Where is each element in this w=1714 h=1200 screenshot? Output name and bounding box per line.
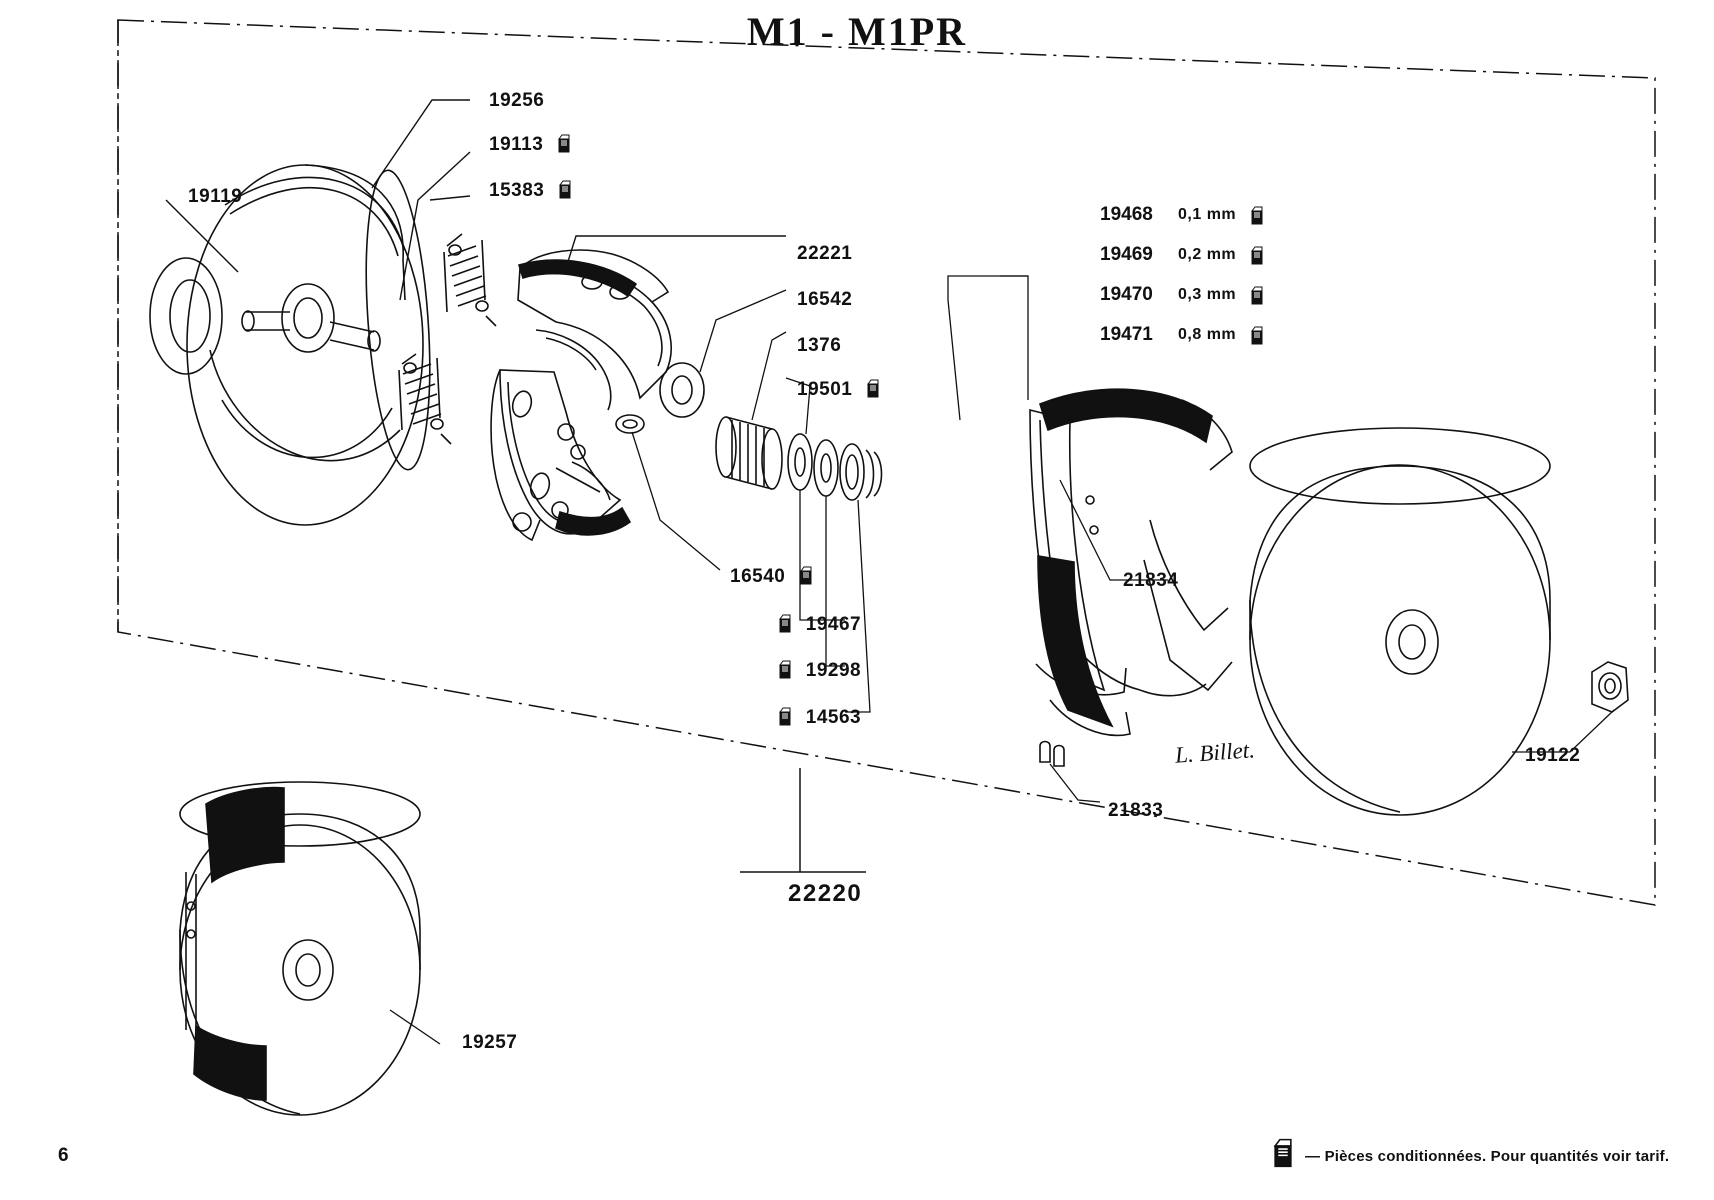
table-row	[1100, 315, 1290, 355]
callout-19113-label: 19113	[489, 134, 544, 155]
packaged-part-icon	[778, 660, 792, 679]
table-row	[1100, 235, 1290, 275]
callout-19256: 19256	[489, 90, 545, 111]
part-size: 0,2 mm	[1178, 246, 1237, 263]
callout-19467-label: 19467	[805, 614, 862, 635]
page-title: M1 - M1PR	[746, 9, 968, 54]
callout-16540	[730, 566, 813, 588]
packaged-part-icon	[778, 614, 792, 633]
callout-22220: 22220	[788, 880, 863, 907]
footnote-packaged-icon	[1272, 1138, 1294, 1173]
callout-1376: 1376	[797, 335, 842, 356]
packaged-part-icon	[1250, 286, 1264, 305]
callout-19119: 19119	[188, 186, 243, 207]
callout-16540-label: 16540	[730, 566, 786, 587]
packaged-part-icon	[799, 566, 813, 585]
callout-19298	[778, 660, 861, 682]
part-code: 19468	[1100, 204, 1153, 225]
part-size: 0,1 mm	[1178, 206, 1237, 223]
callout-15383	[489, 180, 572, 202]
callout-15383-label: 15383	[489, 180, 545, 201]
callout-19122: 19122	[1525, 745, 1581, 766]
page-number: 6	[58, 1145, 69, 1166]
packaged-part-icon	[1250, 246, 1264, 265]
packaged-part-icon	[1250, 326, 1264, 345]
thickness-table	[1100, 195, 1290, 355]
part-code: 19470	[1100, 284, 1153, 305]
callout-21833: 21833	[1108, 800, 1164, 821]
callout-14563-label: 14563	[805, 707, 862, 728]
part-code: 19469	[1100, 244, 1153, 265]
callout-19298-label: 19298	[805, 660, 862, 681]
callout-19257: 19257	[462, 1032, 518, 1053]
callout-16542: 16542	[797, 289, 853, 310]
callout-19467	[778, 614, 861, 636]
callout-14563	[778, 707, 861, 729]
callout-19501-label: 19501	[797, 379, 853, 400]
packaged-part-icon	[866, 379, 880, 398]
packaged-part-icon	[1250, 206, 1264, 225]
part-size: 0,8 mm	[1178, 326, 1237, 343]
table-row	[1100, 275, 1290, 315]
footnote-text: — Pièces conditionnées. Pour quantités voir tarif.	[1305, 1148, 1670, 1165]
part-code: 19471	[1100, 324, 1153, 345]
designer-signature: L. Billet.	[1174, 737, 1256, 768]
callout-19113	[489, 134, 571, 156]
callout-22221: 22221	[797, 243, 853, 264]
part-size: 0,3 mm	[1178, 286, 1237, 303]
packaged-part-icon	[558, 180, 572, 199]
packaged-part-icon	[557, 134, 571, 153]
packaged-part-icon	[778, 707, 792, 726]
table-row	[1100, 195, 1290, 235]
callout-19501	[797, 379, 880, 401]
callout-21834: 21834	[1123, 570, 1179, 591]
